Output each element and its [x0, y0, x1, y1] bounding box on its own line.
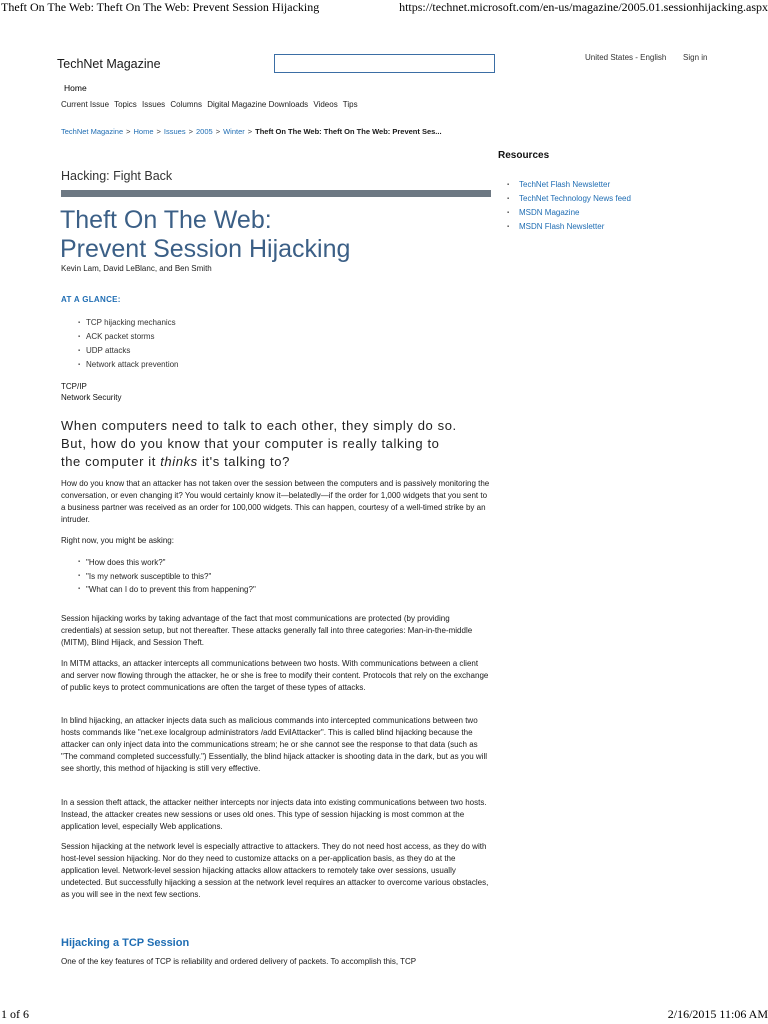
question-label: "Is my network susceptible to this?" [86, 571, 212, 581]
section-heading: Hijacking a TCP Session [61, 937, 190, 949]
print-page-url: https://technet.microsoft.com/en-us/magazine/2005.01.sessionhijacking.aspx [399, 0, 768, 14]
resources-list [507, 178, 631, 234]
bullet-icon: ▪ [78, 559, 81, 566]
nav-home-tab[interactable]: Home [64, 83, 87, 93]
question-item [78, 556, 256, 570]
bullet-icon: ▪ [78, 348, 81, 354]
intro-text: When computers need to talk to each other, they simply do so. But, how do you know that your computer is really talking to the computer it [61, 418, 457, 469]
topic-tag: Network Security [61, 393, 122, 402]
column-divider [61, 190, 491, 197]
nav-item-tips[interactable]: Tips [342, 100, 358, 109]
article-authors: Kevin Lam, David LeBlanc, and Ben Smith [61, 264, 212, 273]
nav-item-issues[interactable]: Issues [142, 100, 166, 109]
nav-item-columns[interactable]: Columns [170, 100, 202, 109]
nav-item-topics[interactable]: Topics [114, 100, 137, 109]
glance-item [78, 316, 179, 330]
paragraph: Session hijacking works by taking advantage of the fact that most communications are protected (by providing credentials) at session setup, but not thereafter. These attacks generally fall into three categories: Man-in-the-middle (MITM), Blind Hijack, and Session Theft. [61, 614, 473, 647]
bullet-icon: ▪ [78, 334, 81, 340]
nav-item-digital-downloads[interactable]: Digital Magazine Downloads [207, 100, 309, 109]
nav-item-videos[interactable]: Videos [313, 100, 338, 109]
glance-heading: AT A GLANCE: [61, 295, 121, 304]
glance-list [78, 316, 179, 372]
bullet-icon: ▪ [507, 196, 510, 202]
locale-link[interactable]: United States - English [585, 53, 667, 62]
paragraph: In a session theft attack, the attacker neither intercepts nor injects data into existing communications between two hosts. Instead, the attacker creates new sessions or uses old ones. This type of session hijacking is most common at the application level, especially Web applications. [61, 798, 487, 831]
breadcrumb-separator: > [156, 127, 161, 136]
glance-item [78, 358, 179, 372]
resource-link[interactable]: MSDN Magazine [519, 208, 580, 218]
resource-item[interactable] [507, 192, 631, 206]
breadcrumb-separator: > [215, 127, 221, 136]
paragraph: Session hijacking at the network level is especially attractive to attackers. They do not need host access, as they do with host-level session hijacking. Nor do they need to customize attacks on a per-application basis, as they do at the application level. Network-level session hijacking attacks allow attackers to remotely take over sessions, usually undetected. But successfully hijacking a session at the network level requires an attacker to overcome various obstacles, as you will see in the next few sections. [61, 842, 489, 899]
bullet-icon: ▪ [507, 224, 510, 230]
bullet-icon: ▪ [78, 572, 81, 579]
breadcrumb-item[interactable]: Home [133, 127, 154, 136]
breadcrumb-item[interactable]: TechNet Magazine [61, 127, 124, 136]
paragraph: How do you know that an attacker has not taken over the session between the computers and is passively monitoring the conversation, or even changing it? You would certainly know it—belatedly—if the order for 1,000 widgets that you sent to a business partner was received as an order for 100,000 widgets. This can happen, courtesy of a well-timed strike by an intruder. [61, 479, 490, 524]
bullet-icon: ▪ [78, 320, 81, 326]
paragraph: In blind hijacking, an attacker injects data such as malicious commands into intercepted communications between two hosts commands like "net.exe localgroup administrators /add EvilAttacker". This is called blind hijacking because the attacker can only inject data into the communications stream; he or she cannot see the response to that data (such as "The command completed successfully.") Essentially, the blind hijack attacker is shooting data in the dark, but as you will see shortly, this method of hijacking is still very effective. [61, 716, 488, 773]
glance-item-label: Network attack prevention [86, 360, 179, 370]
resource-item[interactable] [507, 206, 631, 220]
breadcrumb-current: Theft On The Web: Theft On The Web: Prevent Ses... [255, 127, 442, 136]
topic-tag: TCP/IP [61, 382, 87, 391]
question-item [78, 570, 256, 584]
print-date: 2/16/2015 11:06 AM [667, 1007, 768, 1021]
intro-emphasis: thinks [160, 454, 198, 469]
glance-item-label: ACK packet storms [86, 332, 155, 342]
print-header [0, 0, 768, 16]
glance-item [78, 330, 179, 344]
sign-in-link[interactable]: Sign in [683, 53, 708, 62]
bullet-icon: ▪ [78, 362, 81, 368]
bullet-icon: ▪ [507, 182, 510, 188]
glance-item-label: TCP hijacking mechanics [86, 318, 176, 328]
breadcrumb-separator: > [126, 127, 131, 136]
glance-item-label: UDP attacks [86, 346, 131, 356]
site-name[interactable]: TechNet Magazine [57, 57, 161, 71]
intro-text-end: it's talking to? [197, 454, 290, 469]
question-list [78, 556, 256, 597]
nav-bar [61, 100, 361, 109]
article-title-line1: Theft On The Web: [60, 206, 272, 234]
resource-item[interactable] [507, 220, 631, 234]
print-page-number: 1 of 6 [1, 1007, 29, 1021]
paragraph: Right now, you might be asking: [61, 536, 174, 545]
topic-tags [61, 381, 121, 403]
resources-heading: Resources [498, 150, 550, 161]
resource-item[interactable] [507, 178, 631, 192]
search-input[interactable] [274, 54, 495, 73]
resource-link[interactable]: TechNet Flash Newsletter [519, 180, 611, 190]
breadcrumb-separator: > [247, 127, 253, 136]
breadcrumb-item[interactable]: 2005 [196, 127, 213, 136]
question-item [78, 583, 256, 597]
bullet-icon: ▪ [78, 586, 81, 593]
article-title [60, 206, 350, 264]
paragraph: One of the key features of TCP is reliability and ordered delivery of packets. To accomplish this, TCP [61, 957, 417, 966]
resource-link[interactable]: TechNet Technology News feed [519, 194, 631, 204]
article-intro [61, 417, 461, 471]
nav-item-current-issue[interactable]: Current Issue [61, 100, 110, 109]
glance-item [78, 344, 179, 358]
resource-link[interactable]: MSDN Flash Newsletter [519, 222, 605, 232]
breadcrumb-separator: > [188, 127, 193, 136]
breadcrumb-item[interactable]: Winter [223, 127, 245, 136]
paragraph: In MITM attacks, an attacker intercepts all communications between two hosts. With communications between a client and server now flowing through the attacker, he or she is free to modify their content. Protocols that rely on the exchange of public keys to protect communications are often the target of these types of attacks. [61, 659, 489, 692]
article-title-line2: Prevent Session Hijacking [60, 235, 351, 263]
column-title: Hacking: Fight Back [61, 169, 173, 183]
question-label: "How does this work?" [86, 558, 166, 567]
print-footer [0, 1007, 768, 1023]
print-page-title: Theft On The Web: Theft On The Web: Prevent Session Hijacking [1, 0, 320, 14]
bullet-icon: ▪ [507, 210, 510, 216]
question-label: "What can I do to prevent this from happening?" [86, 585, 256, 594]
breadcrumb-item[interactable]: Issues [163, 127, 186, 136]
breadcrumb [61, 127, 442, 136]
